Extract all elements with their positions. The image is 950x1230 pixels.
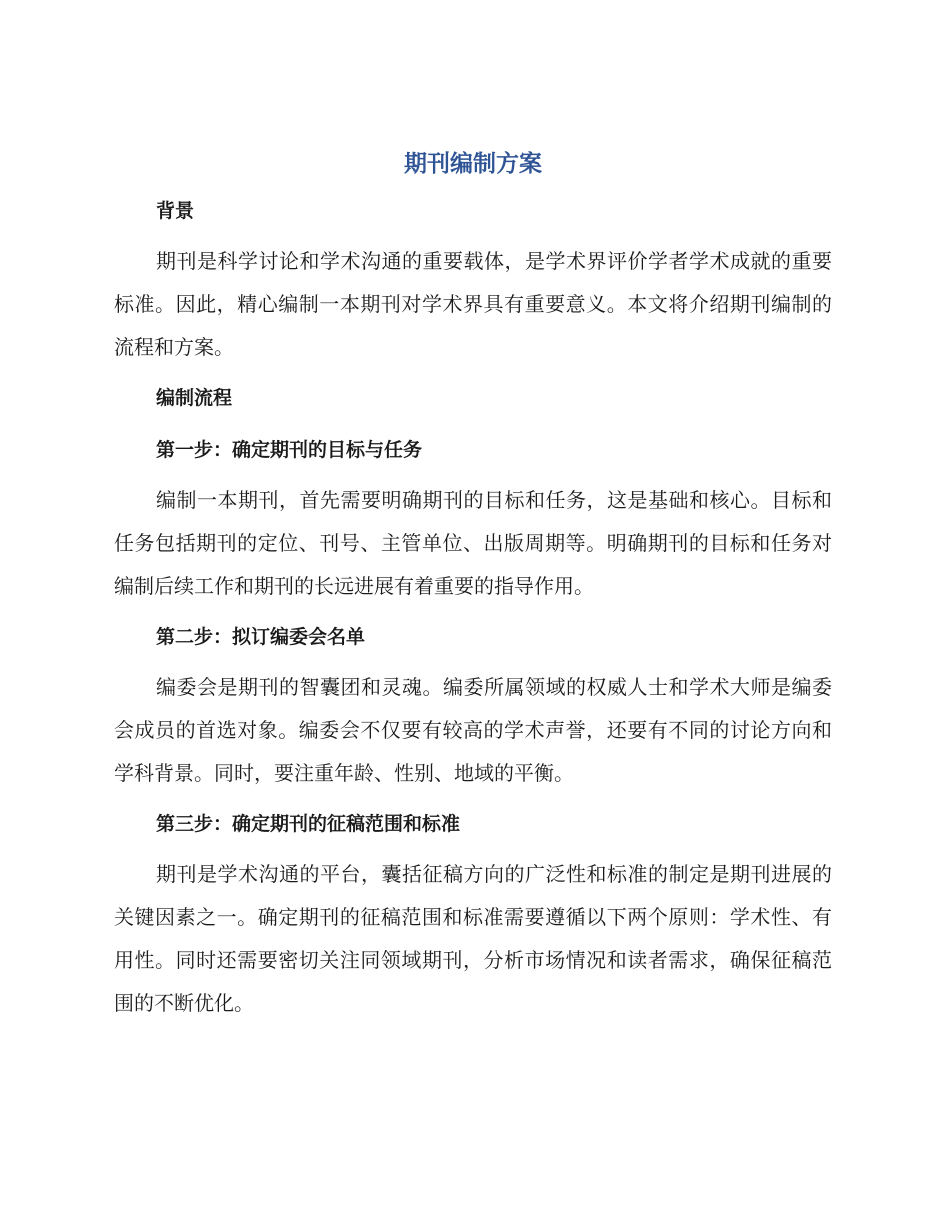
section-heading-step-2: 第二步：拟订编委会名单 [156, 626, 366, 648]
section-paragraph-step-3: 期刊是学术沟通的平台，囊括征稿方向的广泛性和标准的制定是期刊进展的关键因素之一。确定期刊的征稿范围和标准需要遵循以下两个原则：学术性、有用性。同时还需要密切关注同领域期刊，分析市场情况和读者需求，确保征稿范围的不断优化。 [114, 862, 832, 1015]
section-paragraph-step-2: 编委会是期刊的智囊团和灵魂。编委所属领域的权威人士和学术大师是编委会成员的首选对象。编委会不仅要有较高的学术声誉，还要有不同的讨论方向和学科背景。同时，要注重年龄、性别、地域的平衡。 [114, 675, 832, 785]
section-heading-step-3: 第三步：确定期刊的征稿范围和标准 [156, 813, 461, 835]
section-heading-background: 背景 [156, 200, 195, 222]
section-paragraph-step-1: 编制一本期刊，首先需要明确期刊的目标和任务，这是基础和核心。目标和任务包括期刊的定位、刊号、主管单位、出版周期等。明确期刊的目标和任务对编制后续工作和期刊的长远进展有着重要的指导作用。 [114, 488, 832, 598]
section-paragraph-background: 期刊是科学讨论和学术沟通的重要载体，是学术界评价学者学术成就的重要标准。因此，精心编制一本期刊对学术界具有重要意义。本文将介绍期刊编制的流程和方案。 [114, 249, 832, 359]
section-heading-process: 编制流程 [156, 387, 233, 409]
document-title: 期刊编制方案 [404, 151, 542, 177]
section-heading-step-1: 第一步：确定期刊的目标与任务 [156, 439, 423, 461]
